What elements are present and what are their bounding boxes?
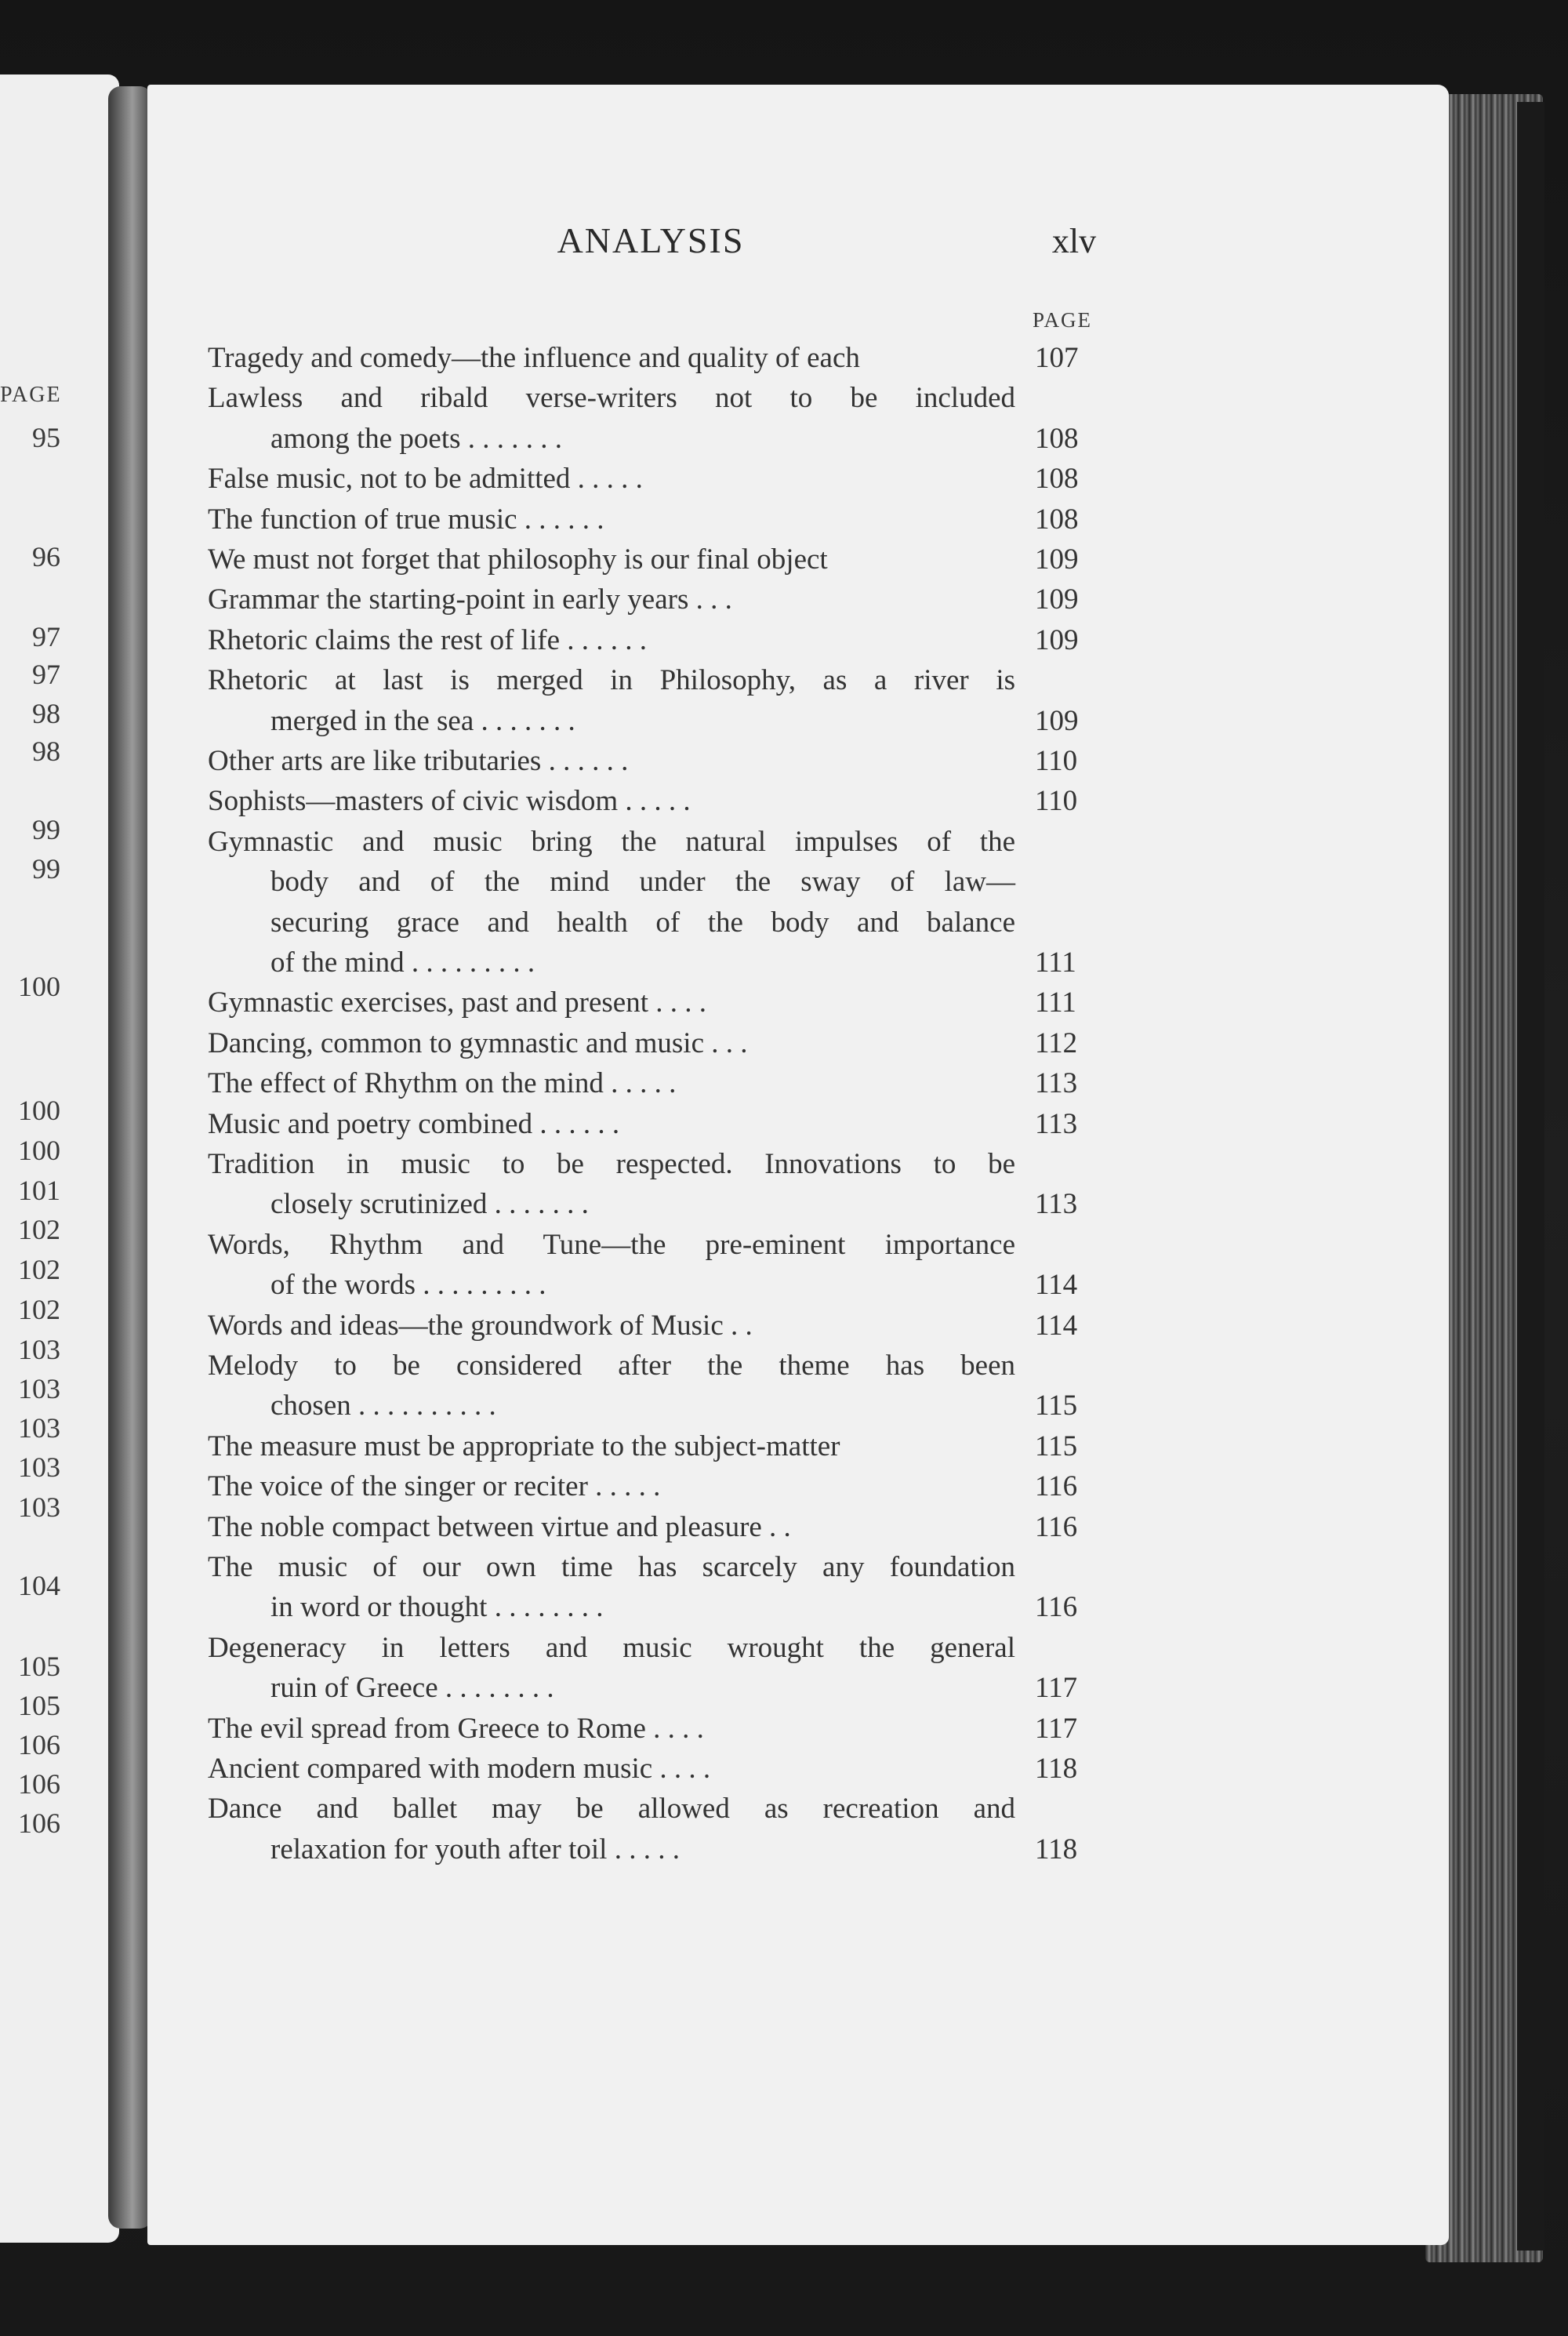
- left-page-number: 98: [32, 698, 60, 729]
- entry-line: The function of true music . . . . . .: [208, 503, 604, 536]
- entry-page-number: 108: [1035, 422, 1079, 455]
- left-page-number: 100: [18, 1095, 60, 1126]
- left-page-number: 97: [32, 621, 60, 652]
- entry-line: Lawless and ribald verse-writers not to be included: [208, 382, 1015, 415]
- entry-line: Gymnastic and music bring the natural impulses of the: [208, 825, 1015, 858]
- entry-line: Rhetoric at last is merged in Philosophy, as a river is: [208, 664, 1015, 697]
- entry-page-number: 111: [1035, 946, 1076, 979]
- entry-page-number: 110: [1035, 785, 1078, 818]
- entry-page-number: 113: [1035, 1067, 1078, 1100]
- left-page-number: 103: [18, 1451, 60, 1483]
- entry-line: Tradition in music to be respected. Innovations to be: [208, 1148, 1015, 1180]
- left-page-number: 106: [18, 1768, 60, 1800]
- left-page-number: 99: [32, 853, 60, 885]
- entry-line: Tragedy and comedy—the influence and quality of each: [208, 342, 860, 374]
- entry-page-number: 108: [1035, 503, 1079, 536]
- left-page: [0, 74, 119, 2243]
- entry-page-number: 115: [1035, 1390, 1078, 1422]
- left-page-number: 105: [18, 1690, 60, 1721]
- left-page-number: 100: [18, 971, 60, 1002]
- book-gutter: [108, 86, 152, 2229]
- entry-line: of the words . . . . . . . . .: [270, 1269, 546, 1302]
- entry-line: We must not forget that philosophy is our final object: [208, 543, 828, 576]
- entry-line: among the poets . . . . . . .: [270, 422, 563, 455]
- left-page-number: 102: [18, 1294, 60, 1325]
- page-column-label: PAGE: [1032, 308, 1093, 332]
- left-page-number: 102: [18, 1254, 60, 1285]
- entry-line: Dance and ballet may be allowed as recreation and: [208, 1793, 1015, 1826]
- left-page-number: 103: [18, 1334, 60, 1365]
- entry-line: Gymnastic exercises, past and present . . . .: [208, 986, 707, 1019]
- entry-line: Other arts are like tributaries . . . . . .: [208, 745, 629, 777]
- left-page-number: 103: [18, 1373, 60, 1404]
- left-page-number: 97: [32, 659, 60, 690]
- entry-line: The effect of Rhythm on the mind . . . . .: [208, 1067, 677, 1100]
- left-page-number: 106: [18, 1807, 60, 1839]
- entry-page-number: 114: [1035, 1269, 1078, 1302]
- entry-page-number: 107: [1035, 342, 1079, 374]
- entry-page-number: 110: [1035, 745, 1078, 777]
- entry-line: The voice of the singer or reciter . . . . .: [208, 1470, 661, 1503]
- left-page-number: 101: [18, 1175, 60, 1206]
- left-page-number: 99: [32, 814, 60, 845]
- left-page-number: 103: [18, 1412, 60, 1444]
- entry-line: Degeneracy in letters and music wrought the general: [208, 1631, 1015, 1664]
- entry-line: chosen . . . . . . . . . .: [270, 1390, 496, 1422]
- entry-page-number: 117: [1035, 1672, 1078, 1705]
- entry-line: in word or thought . . . . . . . .: [270, 1591, 604, 1624]
- entry-page-number: 118: [1035, 1753, 1078, 1785]
- entry-page-number: 116: [1035, 1510, 1078, 1543]
- left-page-number: 105: [18, 1651, 60, 1682]
- left-page-number: 100: [18, 1135, 60, 1166]
- entry-line: Dancing, common to gymnastic and music . . .: [208, 1026, 748, 1059]
- entry-page-number: 109: [1035, 583, 1079, 616]
- left-page-number: 96: [32, 541, 60, 572]
- entry-line: The music of our own time has scarcely any foundation: [208, 1551, 1015, 1583]
- entry-line: closely scrutinized . . . . . . .: [270, 1188, 589, 1221]
- entry-line: Melody to be considered after the theme has been: [208, 1350, 1015, 1382]
- entry-line: ruin of Greece . . . . . . . .: [270, 1672, 554, 1705]
- page-title: ANALYSIS: [557, 220, 745, 260]
- entry-page-number: 112: [1035, 1026, 1078, 1059]
- left-page-number: 103: [18, 1491, 60, 1523]
- entry-line: Words, Rhythm and Tune—the pre-eminent importance: [208, 1228, 1015, 1261]
- entry-page-number: 115: [1035, 1430, 1078, 1462]
- entry-page-number: 109: [1035, 543, 1079, 576]
- left-page-number: 104: [18, 1570, 60, 1601]
- entry-line: The noble compact between virtue and pleasure . .: [208, 1510, 791, 1543]
- entry-line: securing grace and health of the body and balance: [270, 906, 1015, 939]
- entry-page-number: 113: [1035, 1188, 1078, 1221]
- entry-page-number: 116: [1035, 1591, 1078, 1624]
- page-edges-shadow: [1517, 102, 1544, 2251]
- entry-page-number: 109: [1035, 623, 1079, 656]
- entry-page-number: 108: [1035, 463, 1079, 496]
- entry-line: Sophists—masters of civic wisdom . . . . .: [208, 785, 691, 818]
- entry-page-number: 116: [1035, 1470, 1078, 1503]
- left-page-column-label: PAGE: [0, 383, 62, 407]
- entry-page-number: 111: [1035, 986, 1076, 1019]
- entry-line: merged in the sea . . . . . . .: [270, 704, 575, 737]
- entry-line: The measure must be appropriate to the subject-matter: [208, 1430, 840, 1462]
- entry-line: Words and ideas—the groundwork of Music . .: [208, 1309, 753, 1342]
- left-page-number: 106: [18, 1729, 60, 1760]
- left-page-number: 98: [32, 736, 60, 767]
- page-number: xlv: [1051, 222, 1097, 260]
- entry-line: Rhetoric claims the rest of life . . . . . .: [208, 623, 647, 656]
- entry-line: The evil spread from Greece to Rome . . . .: [208, 1712, 704, 1745]
- entry-line: Ancient compared with modern music . . . .: [208, 1753, 711, 1785]
- entry-page-number: 114: [1035, 1309, 1078, 1342]
- entry-page-number: 117: [1035, 1712, 1078, 1745]
- entry-line: Music and poetry combined . . . . . .: [208, 1107, 620, 1140]
- entry-line: relaxation for youth after toil . . . . .: [270, 1833, 680, 1866]
- left-page-number: 102: [18, 1214, 60, 1245]
- entry-line: of the mind . . . . . . . . .: [270, 946, 535, 979]
- entry-page-number: 113: [1035, 1107, 1078, 1140]
- entry-line: False music, not to be admitted . . . . .: [208, 463, 643, 496]
- entry-line: Grammar the starting-point in early years . . .: [208, 583, 732, 616]
- entry-page-number: 109: [1035, 704, 1079, 737]
- entry-page-number: 118: [1035, 1833, 1078, 1866]
- left-page-number: 95: [32, 422, 60, 453]
- entry-line: body and of the mind under the sway of law—: [270, 866, 1015, 899]
